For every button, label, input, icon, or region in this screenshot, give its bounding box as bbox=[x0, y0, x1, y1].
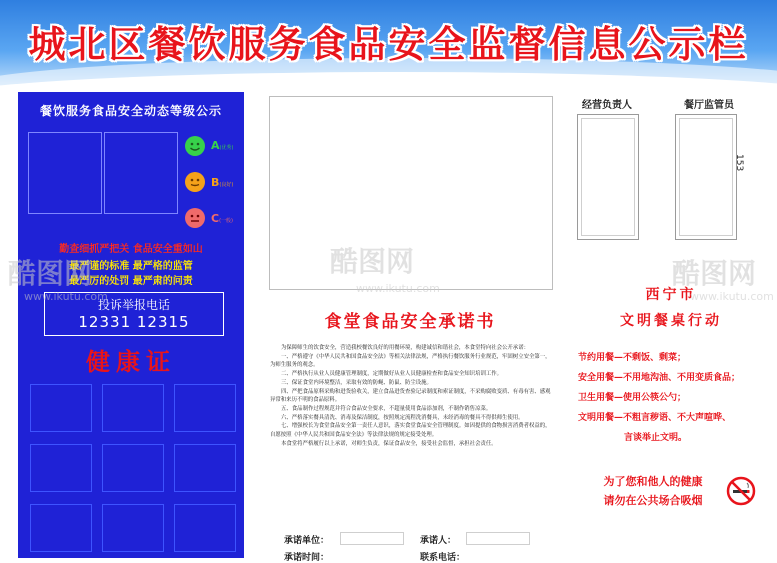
health-cert-slot bbox=[102, 384, 164, 432]
health-cert-slot bbox=[30, 444, 92, 492]
pledge-paragraph: 六、严格落实餐具清洗、消毒及保洁制度，按照规定流程洗消餐具，未经消毒的餐具不得供师生使用。 bbox=[281, 414, 524, 421]
pledge-paragraph: 七、增强校长为食堂食品安全第一责任人意识，落实食堂食品安全管理制度。如因提供的食物损害消费者权益的，自愿按照《中华人民共和国食品安全法》等法律法规的规定接受处理。 bbox=[270, 423, 551, 439]
smiley-a-icon bbox=[185, 136, 205, 156]
health-cert-slot bbox=[30, 504, 92, 552]
campaign-rule: 安全用餐—不用地沟油、不用变质食品； bbox=[578, 373, 741, 383]
license-frame-1 bbox=[28, 132, 102, 214]
campaign-rule: 卫生用餐—使用公筷公勺； bbox=[578, 393, 687, 403]
health-cert-slot bbox=[30, 384, 92, 432]
watermark-url: www.ikutu.com bbox=[24, 290, 108, 303]
pledge-paragraph: 三、保证食堂内环境整洁，采取有效的防蝇、防鼠、防尘设施。 bbox=[281, 379, 432, 386]
health-cert-title: 健康证 bbox=[86, 348, 176, 376]
campaign-rule: 文明用餐—不粗言秽语、不大声喧哗、 bbox=[578, 413, 732, 423]
watermark-url: www.ikutu.com bbox=[690, 290, 774, 303]
health-cert-slot bbox=[102, 504, 164, 552]
health-cert-slot bbox=[174, 384, 236, 432]
sign-unit-label: 承诺单位： bbox=[284, 536, 330, 546]
slogan-red: 勤查细抓严把关 食品安全重如山 bbox=[59, 244, 203, 255]
hotline-numbers: 12331 12315 bbox=[78, 313, 190, 331]
watermark: 酷图网 bbox=[330, 245, 415, 278]
watermark: 酷图网 bbox=[8, 257, 93, 290]
dimension-label: 153 bbox=[734, 154, 744, 172]
health-cert-slot bbox=[174, 504, 236, 552]
pledge-paragraph: 一、严格遵守《中华人民共和国食品安全法》等相关法律法规，严格执行餐饮服务行业规范，牢固树立安全第一，为师生服务的观念。 bbox=[270, 353, 551, 369]
no-smoking-icon bbox=[726, 476, 756, 506]
grade-b-label: B(良好) bbox=[211, 176, 234, 189]
health-cert-slot bbox=[174, 444, 236, 492]
supervisor-label: 餐厅监管员 bbox=[684, 100, 734, 111]
slogan-yellow-2: 最严厉的处罚 最严肃的问责 bbox=[69, 276, 193, 287]
sign-person-label: 承诺人： bbox=[420, 536, 457, 546]
pledge-paragraph: 四、严把食品原料采购和进货验收关，建立食品进货查验记录制度和索证制度，不采购腐败变质、有毒有害、感观异常和来历不明的食品原料。 bbox=[270, 388, 551, 404]
sign-date-label: 承诺时间： bbox=[284, 553, 330, 563]
watermark-url: www.ikutu.com bbox=[356, 282, 440, 295]
pledge-paragraph: 二、严格执行从业人员健康管理制度，定期做好从业人员健康检查和食品安全知识培训工作。 bbox=[281, 371, 503, 378]
pledge-sign-area bbox=[270, 528, 552, 563]
hotline-label: 投诉举报电话 bbox=[97, 298, 170, 312]
manager-label: 经营负责人 bbox=[582, 100, 632, 111]
slogan-yellow-1: 最严谨的标准 最严格的监管 bbox=[69, 261, 193, 272]
campaign-subtitle: 文明餐桌行动 bbox=[620, 313, 722, 329]
license-frame-2 bbox=[104, 132, 178, 214]
smiley-b-icon bbox=[185, 172, 205, 192]
notice-line-1: 为了您和他人的健康 bbox=[603, 475, 703, 488]
sign-phone-label: 联系电话： bbox=[420, 553, 466, 563]
grade-a-label: A(优秀) bbox=[211, 139, 234, 152]
pledge-title: 食堂食品安全承诺书 bbox=[324, 312, 496, 332]
smiley-c-icon bbox=[185, 208, 205, 228]
grading-title: 餐饮服务食品安全动态等级公示 bbox=[39, 104, 222, 118]
campaign-rule: 节约用餐—不剩饭、剩菜； bbox=[578, 353, 687, 363]
watermark: 酷图网 bbox=[672, 257, 757, 290]
sign-person-field[interactable] bbox=[466, 532, 530, 545]
health-cert-slot bbox=[102, 444, 164, 492]
page-title: 城北区餐饮服务食品安全监督信息公示栏 bbox=[28, 23, 749, 66]
manager-photo-frame bbox=[577, 114, 639, 240]
grading-panel bbox=[18, 92, 244, 558]
pledge-body bbox=[270, 344, 552, 448]
campaign-title: 西宁市 bbox=[645, 287, 697, 303]
pledge-paragraph: 五、食品制作过程规范并符合食品安全要求，不超量使用食品添加剂，不制作销售凉菜。 bbox=[281, 405, 492, 412]
supervisor-photo-frame bbox=[675, 114, 737, 240]
campaign-rule: 言谈举止文明。 bbox=[624, 433, 688, 443]
pledge-paragraph: 为保障师生的饮食安全，营造我校餐饮良好的用餐环境，构建诚信和谐社会，本食堂特向社会公开承诺： bbox=[281, 345, 529, 351]
grade-c-label: C(一般) bbox=[211, 212, 233, 225]
notice-line-2: 请勿在公共场合吸烟 bbox=[603, 494, 703, 507]
sign-unit-field[interactable] bbox=[340, 532, 404, 545]
pledge-paragraph: 本食堂将严格履行以上承诺，对师生负责，保证食品安全，接受社会监督，承担社会责任。 bbox=[281, 440, 497, 447]
